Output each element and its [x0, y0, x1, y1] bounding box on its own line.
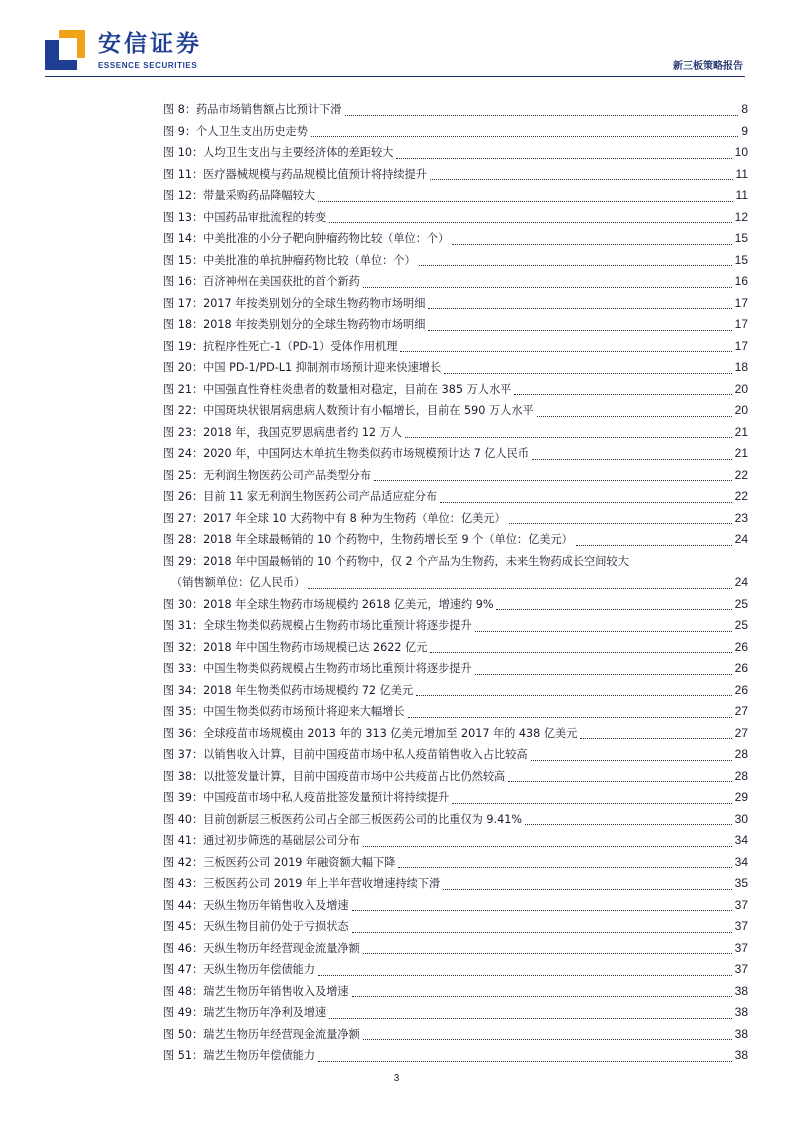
toc-entry-page: 17 — [734, 338, 748, 353]
toc-entry-label: 图 23：2018 年，我国克罗恩病患者约 12 万人 — [163, 425, 402, 439]
toc-entry-page: 8 — [741, 102, 748, 116]
toc-entry-page: 30 — [734, 811, 748, 826]
toc-entry[interactable] — [163, 1002, 748, 1024]
toc-entry[interactable] — [163, 873, 748, 895]
toc-entry-page: 18 — [734, 360, 748, 374]
toc-entry-page: 34 — [734, 833, 748, 847]
toc-leader-dots — [514, 394, 731, 395]
toc-entry-page: 21 — [734, 424, 748, 439]
toc-leader-dots — [531, 760, 732, 761]
figure-toc — [163, 99, 748, 1067]
toc-entry-page: 17 — [734, 317, 748, 331]
toc-leader-dots — [363, 846, 732, 847]
toc-entry-label: 图 28：2018 年全球最畅销的 10 个药物中，生物药增长至 9 个（单位：亿美元） — [163, 533, 573, 546]
toc-entry-label: 图 50：瑞艺生物历年经营现金流量净额 — [163, 1027, 360, 1041]
toc-entry-page: 38 — [734, 983, 748, 998]
toc-leader-dots — [308, 588, 731, 589]
toc-entry[interactable] — [163, 680, 748, 702]
toc-entry-label: 图 45：天纵生物目前仍处于亏损状态 — [163, 920, 349, 933]
toc-entry-label: 图 36：全球疫苗市场规模由 2013 年的 313 亿美元增加至 2017 年的 438 亿美元 — [163, 726, 578, 740]
toc-entry-label: 图 24：2020 年，中国阿达木单抗生物类似药市场规模预计达 7 亿人民币 — [163, 447, 530, 460]
page-number: 3 — [393, 1073, 400, 1084]
toc-entry[interactable] — [163, 916, 748, 938]
toc-entry-page: 11 — [735, 188, 748, 202]
toc-entry-label: 图 40：目前创新层三板医药公司占全部三板医药公司的比重仅为 9.41% — [163, 812, 522, 826]
toc-leader-dots — [416, 695, 731, 696]
toc-entry-label: 图 32：2018 年中国生物药市场规模已达 2622 亿元 — [163, 640, 428, 654]
toc-entry-label: 图 29：2018 年中国最畅销的 10 个药物中，仅 2 个产品为生物药，未来生物药成长空间较大 — [163, 554, 629, 568]
toc-entry-label: 图 35：中国生物类似药市场预计将迎来大幅增长 — [163, 705, 405, 718]
toc-entry-page: 16 — [734, 274, 748, 288]
toc-entry[interactable] — [163, 809, 748, 831]
toc-leader-dots — [428, 308, 731, 309]
toc-leader-dots — [443, 889, 732, 890]
toc-entry[interactable] — [163, 164, 748, 186]
toc-entry[interactable] — [163, 314, 748, 336]
toc-entry[interactable] — [163, 1024, 748, 1046]
toc-leader-dots — [363, 1039, 732, 1040]
toc-leader-dots — [475, 631, 732, 632]
toc-entry-page: 38 — [734, 1005, 748, 1019]
toc-entry[interactable] — [163, 551, 748, 573]
toc-leader-dots — [537, 416, 732, 417]
toc-leader-dots — [352, 910, 732, 911]
toc-entry[interactable] — [163, 938, 748, 960]
toc-entry-label: 图 46：天纵生物历年经营现金流量净额 — [163, 941, 360, 955]
toc-entry-label: 图 44：天纵生物历年销售收入及增速 — [163, 898, 349, 912]
essence-logo-icon — [45, 30, 85, 70]
toc-entry-label: 图 48：瑞艺生物历年销售收入及增速 — [163, 984, 349, 998]
toc-entry[interactable] — [163, 142, 748, 164]
toc-entry[interactable] — [163, 508, 748, 530]
toc-entry-page: 15 — [734, 252, 748, 267]
toc-entry[interactable] — [163, 615, 748, 637]
toc-entry[interactable] — [163, 529, 748, 551]
toc-leader-dots — [430, 179, 733, 180]
toc-entry-page: 20 — [734, 403, 748, 417]
toc-entry-label: 图 33：中国生物类似药规模占生物药市场比重预计将逐步提升 — [163, 662, 472, 675]
toc-entry[interactable] — [163, 185, 748, 207]
toc-entry-label: 图 27：2017 年全球 10 大药物中有 8 种为生物药（单位：亿美元） — [163, 511, 506, 525]
toc-entry-label: 图 9：个人卫生支出历史走势 — [163, 124, 308, 138]
toc-entry-page: 12 — [734, 209, 748, 224]
toc-entry[interactable] — [163, 250, 748, 272]
toc-entry[interactable] — [163, 723, 748, 745]
toc-leader-dots — [419, 265, 732, 266]
toc-leader-dots — [496, 609, 731, 610]
toc-entry-page: 17 — [734, 295, 748, 310]
toc-entry[interactable] — [163, 443, 748, 465]
toc-entry-label: 图 43：三板医药公司 2019 年上半年营收增速持续下滑 — [163, 877, 441, 890]
toc-entry-label: 图 15：中美批准的单抗肿瘤药物比较（单位：个） — [163, 253, 416, 267]
toc-entry-page: 25 — [734, 596, 748, 611]
toc-entry-label: 图 21：中国强直性脊柱炎患者的数量相对稳定，目前在 385 万人水平 — [163, 382, 512, 396]
toc-entry-label: 图 39：中国疫苗市场中私人疫苗批签发量预计将持续提升 — [163, 791, 450, 804]
toc-entry-page: 20 — [734, 381, 748, 396]
toc-entry[interactable] — [163, 959, 748, 981]
toc-entry[interactable] — [163, 293, 748, 315]
toc-leader-dots — [532, 459, 732, 460]
toc-entry-label: 图 47：天纵生物历年偿债能力 — [163, 963, 316, 976]
toc-entry-label: 图 20：中国 PD-1/PD-L1 抑制剂市场预计迎来快速增长 — [163, 361, 442, 374]
toc-leader-dots — [318, 1061, 732, 1062]
toc-leader-dots — [374, 480, 732, 481]
toc-entry-page: 37 — [734, 897, 748, 912]
toc-leader-dots — [405, 437, 732, 438]
toc-entry-page: 38 — [734, 1026, 748, 1041]
toc-entry-label: 图 51：瑞艺生物历年偿债能力 — [163, 1049, 316, 1062]
toc-entry-label: 图 16：百济神州在美国获批的首个新药 — [163, 275, 360, 288]
toc-leader-dots — [352, 932, 732, 933]
toc-entry-page: 24 — [734, 532, 748, 546]
toc-leader-dots — [329, 222, 731, 223]
toc-entry-page: 37 — [734, 919, 748, 933]
toc-leader-dots — [396, 158, 731, 159]
toc-entry-label: 图 38：以批签发量计算，目前中国疫苗市场中公共疫苗占比仍然较高 — [163, 769, 506, 783]
toc-entry-label: 图 22：中国斑块状银屑病患病人数预计有小幅增长，目前在 590 万人水平 — [163, 404, 534, 417]
toc-entry-label: 图 37：以销售收入计算，目前中国疫苗市场中私人疫苗销售收入占比较高 — [163, 748, 528, 761]
toc-leader-dots — [475, 674, 732, 675]
toc-entry-page: 29 — [734, 790, 748, 804]
toc-entry-page: 37 — [734, 962, 748, 976]
toc-entry[interactable] — [163, 658, 748, 680]
toc-leader-dots — [440, 502, 732, 503]
toc-entry-page: 28 — [734, 747, 748, 761]
toc-entry-label: 图 14：中美批准的小分子靶向肿瘤药物比较（单位：个） — [163, 232, 450, 245]
toc-leader-dots — [452, 244, 731, 245]
toc-entry[interactable] — [163, 357, 748, 379]
toc-entry[interactable] — [163, 207, 748, 229]
toc-leader-dots — [525, 824, 732, 825]
toc-entry-page: 27 — [734, 725, 748, 740]
toc-entry[interactable] — [163, 336, 748, 358]
toc-leader-dots — [318, 201, 732, 202]
brand-name-en: ESSENCE SECURITIES — [98, 61, 198, 70]
toc-entry[interactable] — [163, 852, 748, 874]
toc-entry-label: 图 41：通过初步筛选的基础层公司分布 — [163, 834, 360, 847]
toc-entry-page: 22 — [734, 489, 748, 503]
toc-entry-page: 35 — [734, 876, 748, 890]
toc-entry-label: 图 13：中国药品审批流程的转变 — [163, 210, 327, 224]
toc-leader-dots — [428, 330, 731, 331]
toc-entry[interactable] — [163, 465, 748, 487]
header-divider — [45, 76, 745, 77]
toc-entry-label: 图 26：目前 11 家无利润生物医药公司产品适应症分布 — [163, 490, 438, 503]
toc-entry-label: 图 34：2018 年生物类似药市场规模约 72 亿美元 — [163, 683, 414, 697]
toc-entry[interactable] — [163, 486, 748, 508]
toc-entry[interactable] — [163, 787, 748, 809]
toc-leader-dots — [509, 523, 732, 524]
toc-leader-dots — [452, 803, 731, 804]
toc-entry-label: 图 11：医疗器械规模与药品规模比值预计将持续提升 — [163, 167, 427, 181]
toc-leader-dots — [400, 351, 731, 352]
toc-entry-page: 26 — [734, 639, 748, 654]
toc-entry[interactable] — [163, 121, 748, 143]
toc-leader-dots — [311, 136, 738, 137]
brand-name-cn: 安信证券 — [98, 31, 202, 57]
toc-entry-page: 15 — [734, 231, 748, 245]
toc-entry-label: 图 42：三板医药公司 2019 年融资额大幅下降 — [163, 855, 396, 869]
toc-entry-page: 11 — [735, 166, 748, 181]
report-type: 新三板策略报告 — [673, 61, 743, 72]
toc-entry-page: 37 — [734, 940, 748, 955]
toc-entry[interactable] — [163, 701, 748, 723]
toc-leader-dots — [363, 953, 732, 954]
toc-entry[interactable] — [163, 400, 748, 422]
toc-leader-dots — [430, 652, 731, 653]
toc-entry-page: 26 — [734, 682, 748, 697]
toc-entry[interactable] — [163, 422, 748, 444]
toc-entry-page: 26 — [734, 661, 748, 675]
toc-entry-page: 28 — [734, 768, 748, 783]
toc-entry[interactable] — [163, 271, 748, 293]
toc-entry-page: 27 — [734, 704, 748, 718]
toc-entry-label: 图 19：抗程序性死亡-1（PD-1）受体作用机理 — [163, 339, 398, 353]
toc-entry-label: 图 18：2018 年按类别划分的全球生物药物市场明细 — [163, 318, 426, 331]
toc-leader-dots — [345, 115, 739, 116]
toc-entry[interactable] — [163, 99, 748, 121]
toc-leader-dots — [398, 867, 731, 868]
toc-entry-label: 图 25：无利润生物医药公司产品类型分布 — [163, 468, 371, 482]
toc-leader-dots — [352, 996, 732, 997]
toc-entry-page: 9 — [741, 123, 748, 138]
toc-entry-label: 图 10：人均卫生支出与主要经济体的差距较大 — [163, 146, 394, 159]
toc-entry[interactable] — [163, 766, 748, 788]
toc-entry-page: 24 — [734, 575, 748, 589]
toc-entry-page: 23 — [734, 510, 748, 525]
toc-leader-dots — [408, 717, 732, 718]
toc-entry-label: 图 30：2018 年全球生物药市场规模约 2618 亿美元，增速约 9% — [163, 597, 494, 611]
toc-leader-dots — [444, 373, 732, 374]
toc-entry[interactable] — [163, 637, 748, 659]
toc-entry-page: 25 — [734, 618, 748, 632]
toc-entry-label: （销售额单位：亿人民币） — [171, 576, 306, 589]
toc-entry-label: 图 12：带量采购药品降幅较大 — [163, 189, 316, 202]
toc-entry[interactable] — [163, 379, 748, 401]
toc-leader-dots — [580, 738, 731, 739]
toc-entry[interactable] — [163, 572, 748, 594]
toc-entry-page: 22 — [734, 467, 748, 482]
toc-entry[interactable] — [163, 744, 748, 766]
toc-leader-dots — [508, 781, 731, 782]
toc-entry-page: 21 — [734, 446, 748, 460]
toc-entry-label: 图 8：药品市场销售额占比预计下滑 — [163, 103, 342, 116]
toc-entry-page: 38 — [734, 1048, 748, 1062]
toc-entry-label: 图 31：全球生物类似药规模占生物药市场比重预计将逐步提升 — [163, 619, 472, 632]
toc-leader-dots — [576, 545, 732, 546]
toc-entry[interactable] — [163, 594, 748, 616]
toc-leader-dots — [363, 287, 732, 288]
toc-entry-label: 图 49：瑞艺生物历年净利及增速 — [163, 1006, 327, 1019]
toc-leader-dots — [318, 975, 732, 976]
toc-entry[interactable] — [163, 228, 748, 250]
page-header — [0, 0, 793, 80]
toc-entry-page: 10 — [734, 145, 748, 159]
toc-entry[interactable] — [163, 830, 748, 852]
toc-entry[interactable] — [163, 981, 748, 1003]
toc-entry-label: 图 17：2017 年按类别划分的全球生物药物市场明细 — [163, 296, 426, 310]
toc-entry-page: 34 — [734, 854, 748, 869]
toc-entry[interactable] — [163, 895, 748, 917]
toc-entry[interactable] — [163, 1045, 748, 1067]
toc-leader-dots — [329, 1018, 731, 1019]
